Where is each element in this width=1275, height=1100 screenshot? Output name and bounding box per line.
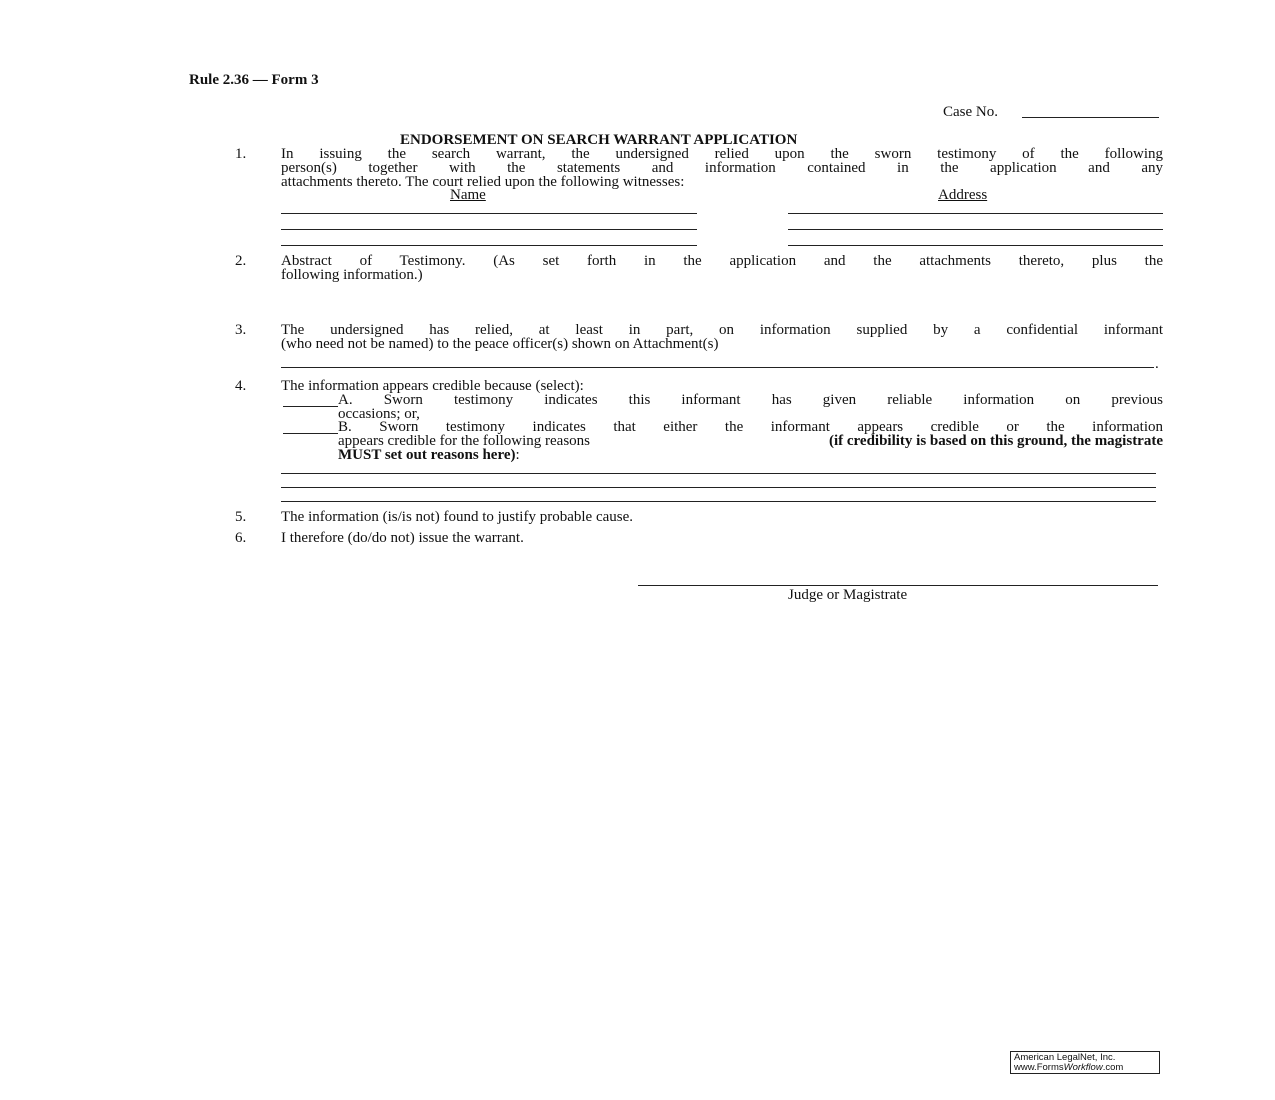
- logo-text-italic: Workflow: [1063, 1062, 1103, 1073]
- item-2-line: Abstract of Testimony. (As set forth in the application and the attachments thereto, plus the: [281, 253, 1163, 269]
- option-b-bold: (if credibility is based on this ground, the magistrate: [828, 433, 1163, 449]
- item-5-text: The information (is/is not) found to justify probable cause.: [281, 509, 634, 525]
- end-period: .: [1155, 356, 1159, 372]
- logo-text: www.Forms: [1014, 1062, 1064, 1073]
- witness-address-field[interactable]: [788, 229, 1163, 230]
- witness-name-field[interactable]: [281, 245, 697, 246]
- witness-address-field[interactable]: [788, 245, 1163, 246]
- item-3-line: The undersigned has relied, at least in part, on information supplied by a confidential informant: [281, 322, 1163, 338]
- signature-label: Judge or Magistrate: [788, 587, 908, 603]
- option-b-line: [338, 448, 520, 462]
- signature-field[interactable]: [638, 585, 1158, 586]
- option-a-select-field[interactable]: [283, 406, 338, 407]
- logo-line-2: [1014, 1063, 1159, 1073]
- case-number-label: Case No.: [943, 104, 998, 120]
- item-1-line: In issuing the search warrant, the undersigned relied upon the sworn testimony of the following: [281, 146, 1163, 162]
- option-b-line: B. Sworn testimony indicates that either the informant appears credible or the information: [338, 419, 1163, 435]
- form-title: ENDORSEMENT ON SEARCH WARRANT APPLICATION: [400, 132, 798, 148]
- reasons-field[interactable]: [281, 473, 1156, 474]
- item-6-text: I therefore (do/do not) issue the warrant.: [281, 530, 524, 546]
- option-b-colon: :: [515, 447, 520, 463]
- option-a-line: A. Sworn testimony indicates this informant has given reliable information on previous: [338, 392, 1163, 408]
- witness-address-field[interactable]: [788, 213, 1163, 214]
- name-column-header: Name: [450, 187, 486, 203]
- option-b-select-field[interactable]: [283, 433, 338, 434]
- logo-text: .com: [1102, 1062, 1124, 1073]
- item-2-line: following information.): [281, 267, 423, 283]
- item-number: 6.: [235, 530, 247, 546]
- option-a-line: occasions; or,: [338, 406, 420, 422]
- reasons-field[interactable]: [281, 501, 1156, 502]
- item-4-intro: The information appears credible because (select):: [281, 378, 584, 394]
- item-number: 3.: [235, 322, 247, 338]
- option-b-line: [338, 434, 1163, 448]
- witness-name-field[interactable]: [281, 229, 697, 230]
- case-number-field[interactable]: [1022, 117, 1159, 118]
- option-b-bold: MUST set out reasons here): [338, 447, 516, 463]
- logo-line-1: American LegalNet, Inc.: [1014, 1052, 1116, 1063]
- reasons-field[interactable]: [281, 487, 1156, 488]
- attachment-field[interactable]: [281, 367, 1154, 368]
- item-number: 2.: [235, 253, 247, 269]
- item-number: 1.: [235, 146, 247, 162]
- witness-name-field[interactable]: [281, 213, 697, 214]
- option-b-text: appears credible for the following reasons: [338, 433, 594, 449]
- item-1-line: attachments thereto. The court relied upon the following witnesses:: [281, 174, 685, 190]
- address-column-header: Address: [938, 187, 988, 203]
- item-3-line: (who need not be named) to the peace officer(s) shown on Attachment(s): [281, 336, 719, 352]
- rule-heading: Rule 2.36 — Form 3: [189, 72, 319, 88]
- item-number: 5.: [235, 509, 247, 525]
- item-1-line: person(s) together with the statements and information contained in the application and any: [281, 160, 1163, 176]
- item-number: 4.: [235, 378, 247, 394]
- american-legalnet-logo: [1010, 1051, 1160, 1074]
